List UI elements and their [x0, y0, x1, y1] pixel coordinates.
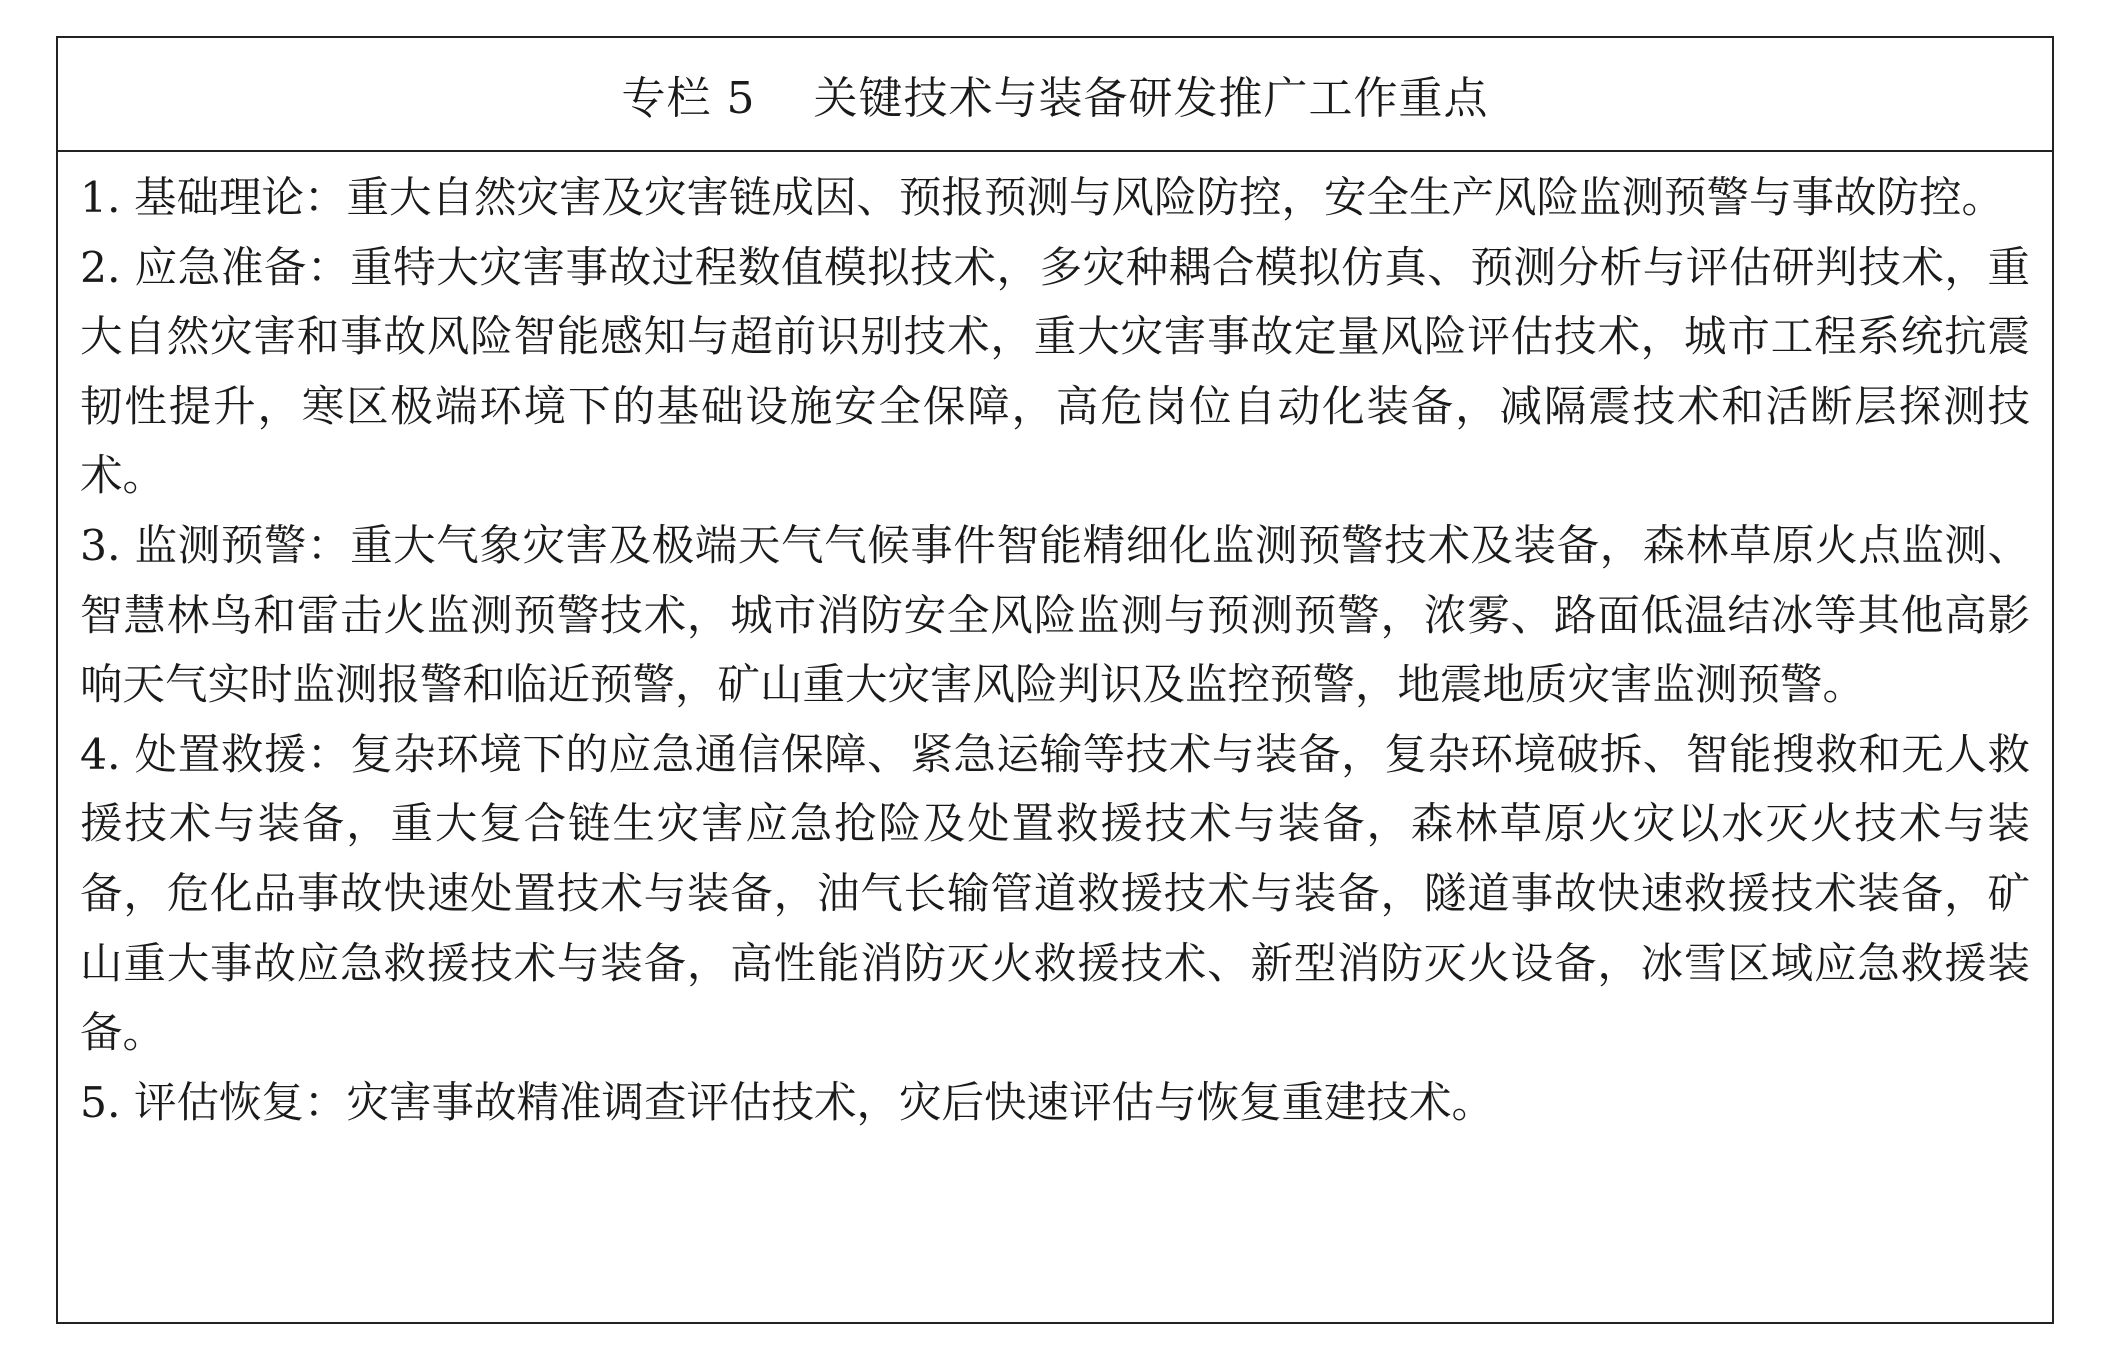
- list-item-recovery: 5. 评估恢复：灾害事故精准调查评估技术，灾后快速评估与恢复重建技术。: [80, 1078, 1495, 1128]
- column-box: [56, 36, 2054, 1324]
- column-label: 专栏 5: [621, 73, 756, 124]
- column-header: [58, 38, 2052, 152]
- column-body: [58, 152, 2052, 1138]
- list-item-emergency-preparation: 2. 应急准备：重特大灾害事故过程数值模拟技术，多灾种耦合模拟仿真、预测分析与评估研判技术，重大自然灾害和事故风险智能感知与超前识别技术，重大灾害事故定量风险评估技术，城市工程系统抗震韧性提升，寒区极端环境下的基础设施安全保障，高危岗位自动化装备，减隔震技术和活断层探测技术。: [80, 243, 2030, 502]
- list-item-rescue: 4. 处置救援：复杂环境下的应急通信保障、紧急运输等技术与装备，复杂环境破拆、智能搜救和无人救援技术与装备，重大复合链生灾害应急抢险及处置救援技术与装备，森林草原火灾以水灭火技术与装备，危化品事故快速处置技术与装备，油气长输管道救援技术与装备，隧道事故快速救援技术装备，矿山重大事故应急救援技术与装备，高性能消防灭火救援技术、新型消防灭火设备，冰雪区域应急救援装备。: [80, 730, 2030, 1059]
- list-item-basic-theory: 1. 基础理论：重大自然灾害及灾害链成因、预报预测与风险防控，安全生产风险监测预警与事故防控。: [80, 174, 2005, 223]
- list-item-monitoring-warning: 3. 监测预警：重大气象灾害及极端天气气候事件智能精细化监测预警技术及装备，森林草原火点监测、智慧林鸟和雷击火监测预警技术，城市消防安全风险监测与预测预警，浓雾、路面低温结冰等其他高影响天气实时监测报警和临近预警，矿山重大灾害风险判识及监控预警，地震地质灾害监测预警。: [80, 521, 2030, 711]
- column-title: 关键技术与装备研发推广工作重点: [813, 73, 1489, 124]
